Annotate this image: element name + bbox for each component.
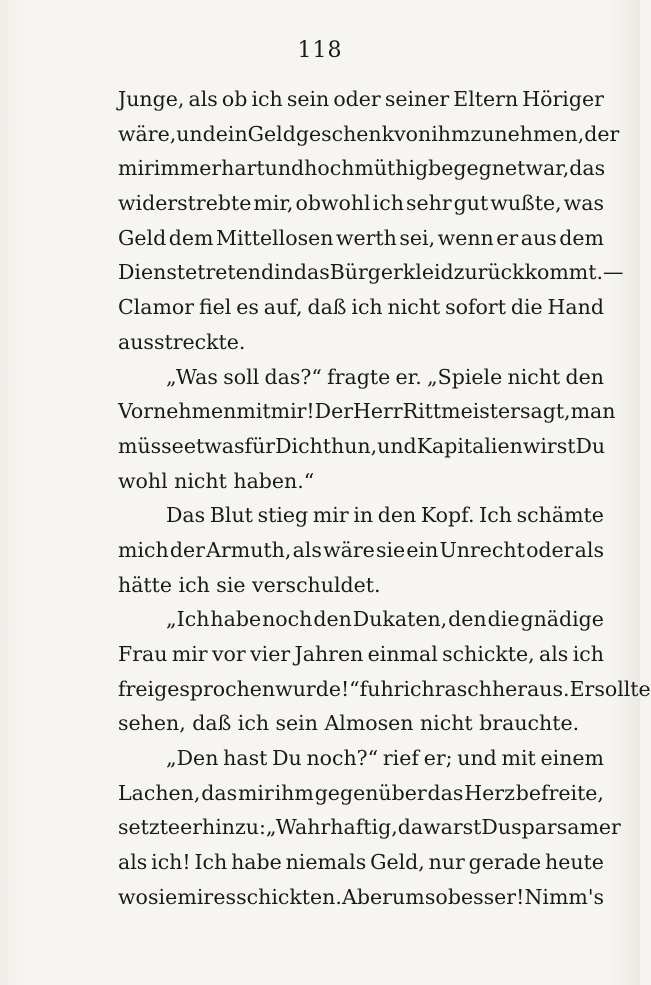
text-line: „Ich habe noch den Dukaten, den die gnädige	[166, 607, 604, 632]
text-line: Das Blut stieg mir in den Kopf. Ich schämte	[166, 503, 604, 528]
text-line: Junge, als ob ich sein oder seiner Eltern Höriger	[118, 87, 604, 111]
text-line: Lachen, das mir ihm gegenüber das Herz befreite,	[118, 780, 604, 805]
text-line: widerstrebte mir, obwohl ich sehr gut wußte, was	[118, 191, 604, 216]
text-line: freigesprochen wurde!“ fuhr ich rasch heraus. Er sollte	[118, 676, 651, 701]
text-line: Vornehmen mit mir! Der Herr Rittmeister sagt, man	[118, 399, 616, 424]
body-text	[118, 82, 651, 915]
text-line: setzte er hinzu: „Wahrhaftig, da warst Du sparsamer	[118, 815, 621, 840]
text-line: Frau mir vor vier Jahren einmal schickte, als ich	[118, 642, 604, 666]
text-line: „Was soll das?“ fragte er. „Spiele nicht den	[166, 364, 604, 389]
text-line: müsse etwas für Dich thun, und Kapitalien wirst Du	[118, 433, 606, 458]
text-line: sehen, daß ich sein Almosen nicht brauchte.	[118, 711, 580, 736]
text-line: hätte ich sie verschuldet.	[118, 572, 381, 597]
text-line: Dienste tretend in das Bürgerkleid zurückkommt. —	[118, 260, 624, 285]
text-line: Geld dem Mittellosen werth sei, wenn er aus dem	[118, 225, 604, 250]
text-line: Clamor fiel es auf, daß ich nicht sofort die Hand	[118, 295, 604, 320]
text-line: ausstreckte.	[118, 329, 246, 354]
text-line: als ich! Ich habe niemals Geld, nur gerade heute	[118, 850, 604, 875]
text-line: wo sie mir es schickten. Aber um so besser! Nimm's	[118, 884, 604, 909]
text-line: mir immer hart und hochmüthig begegnet war, das	[118, 156, 606, 181]
text-line: wohl nicht haben.“	[118, 468, 315, 493]
page-number: 118	[297, 38, 343, 63]
text-line: mich der Armuth, als wäre sie ein Unrecht oder als	[118, 537, 604, 562]
text-line: wäre, und ein Geldgeschenk von ihm zu nehmen, der	[118, 121, 620, 146]
text-line: „Den hast Du noch?“ rief er; und mit einem	[166, 746, 604, 771]
